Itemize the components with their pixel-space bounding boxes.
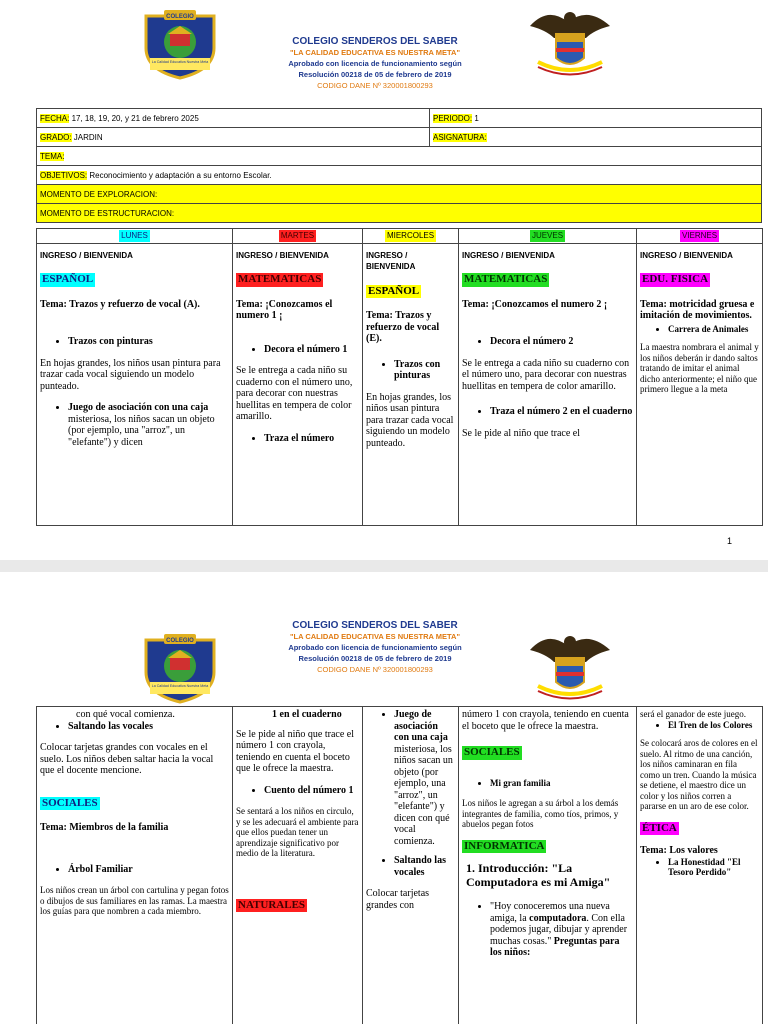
- page-header: [0, 620, 768, 704]
- page-header: [0, 0, 768, 90]
- subject-badge: NATURALES: [238, 898, 306, 911]
- fecha-cell: FECHA: 17, 18, 19, 20, y 21 de febrero 2025: [37, 109, 430, 128]
- colombia-coat-of-arms: [528, 4, 612, 78]
- header-text: COLEGIO SENDEROS DEL SABER "LA CALIDAD EDUCATIVA ES NUESTRA META" Aprobado con licencia de funcionamiento según Resolución 00218 de 05 de febrero de 2019 CODIGO DANE Nº 320001800293: [288, 620, 462, 674]
- miercoles-cell: INGRESO / BIENVENIDA ESPAÑOL Tema: Trazos y refuerzo de vocal (E). • Trazos con pinturas En hojas grandes, los niños usan pintura para trazar cada vocal siguiendo un modelo punteado.: [363, 243, 459, 526]
- svg-text:La Calidad Educativa Nuestra M: La Calidad Educativa Nuestra Meta: [151, 60, 209, 64]
- school-name: COLEGIO SENDEROS DEL SABER: [292, 36, 458, 47]
- day-martes: MARTES: [233, 229, 363, 244]
- asignatura-cell: ASIGNATURA:: [430, 128, 762, 147]
- page-2: [0, 572, 768, 1024]
- week-grid: [36, 228, 763, 526]
- subject-badge: SOCIALES: [42, 796, 98, 809]
- school-motto: "LA CALIDAD EDUCATIVA ES NUESTRA META": [289, 48, 461, 57]
- resolution-text: Resolución 00218 de 05 de febrero de 2019: [298, 70, 452, 79]
- day-miercoles: MIERCOLES: [363, 229, 459, 244]
- subject-badge: INFORMATICA: [464, 839, 545, 852]
- license-text: Aprobado con licencia de funcionamiento según: [288, 59, 462, 68]
- lunes-cell: con qué vocal comienza. • Saltando las vocales Colocar tarjetas grandes con vocales en el suelo. Los niños deben saltar hacia la vocal que el docente mencione. SOCIALES Tema: Miembros de la familia • Árbol Familiar Los niños crean un árbol con cartulina y pegan fotos o dibujos de sus familiares en las ramas. La maestra los guías para que nombren a cada miembro.: [37, 707, 233, 1024]
- miercoles-cell: • Juego de asociación con una caja misteriosa, los niños sacan un objeto (por ejemplo, una "arroz", un "elefante") y dicen con qué vocal comienza. • Saltando las vocales Colocar tarjetas grandes con: [363, 707, 459, 1024]
- page-number: 1: [726, 536, 732, 546]
- jueves-cell: INGRESO / BIENVENIDA MATEMATICAS Tema: ¡Conozcamos el numero 2 ¡ • Decora el número 2 Se le entrega a cada niño su cuaderno con el número uno, para decorar con nuestras huellitas en tempera de color amarillo. • Traza el número 2 en el cuaderno Se le pide al niño que trace el: [459, 243, 637, 526]
- exploracion-cell: MOMENTO DE EXPLORACION:: [37, 185, 762, 204]
- week-grid-continued: [36, 706, 763, 1024]
- periodo-cell: PERIODO: 1: [430, 109, 762, 128]
- subject-badge: ÉTICA: [642, 821, 677, 834]
- viernes-cell: INGRESO / BIENVENIDA EDU. FISICA Tema: motricidad gruesa e imitación de movimientos. • Carrera de Animales La maestra nombrara el animal y los niños deberán ir dando saltos tratando de imitar el animal dicho anteriormente; el niño que primero llegue a la meta: [637, 243, 763, 526]
- day-lunes: LUNES: [37, 229, 233, 244]
- objetivos-cell: OBJETIVOS: Reconocimiento y adaptación a su entorno Escolar.: [37, 166, 762, 185]
- header-text: [230, 36, 520, 91]
- svg-text:COLEGIO: COLEGIO: [166, 14, 194, 20]
- grado-cell: GRADO: JARDIN: [37, 128, 430, 147]
- day-jueves: JUEVES: [459, 229, 637, 244]
- subject-badge: EDU. FISICA: [642, 273, 709, 285]
- day-viernes: VIERNES: [637, 229, 763, 244]
- subject-badge: ESPAÑOL: [42, 273, 94, 285]
- martes-cell: 1 en el cuaderno Se le pide al niño que trace el número 1 con crayola, teniendo en cuenta el boceto que le ofrece la maestra. • Cuento del número 1 Se sentará a los niños en circulo, y se les adecuará el ambiente para que ellos puedan tener un aprendizaje significativo por medio de la literatura. NATURALES: [233, 707, 363, 1024]
- viernes-cell: será el ganador de este juego. • El Tren de los Colores Se colocará aros de colores en el suelo. Al ritmo de una canción, los niños caminaran en fila como un tren. Cuando la música se detiene, el maestro dice un color y los niños corren a pararse en un aro de ese color. ÉTICA Tema: Los valores • La Honestidad "El Tesoro Perdido": [637, 707, 763, 1024]
- tema-cell: TEMA:: [37, 147, 762, 166]
- colombia-coat-of-arms: [528, 628, 612, 702]
- subject-badge: SOCIALES: [464, 746, 520, 758]
- info-table: [36, 108, 762, 223]
- subject-badge: ESPAÑOL: [368, 284, 420, 297]
- jueves-cell: número 1 con crayola, teniendo en cuenta el boceto que le ofrece la maestra. SOCIALES • Mi gran familia Los niños le agregan a su árbol a los demás integrantes de familia, como tíos, primos, y abuelos pegan fotos INFORMATICA 1. Introducción: "La Computadora es mi Amiga" • "Hoy conoceremos una nueva amiga, la computadora. Con ella podemos jugar, dibujar y aprender muchas cosas." Preguntas para los niños:: [459, 707, 637, 1024]
- dane-code: CODIGO DANE Nº 320001800293: [317, 81, 433, 90]
- martes-cell: INGRESO / BIENVENIDA MATEMATICAS Tema: ¡Conozcamos el numero 1 ¡ • Decora el número 1 Se le entrega a cada niño su cuaderno con el número uno, para decorar con nuestras huellitas en tempera de color amarillo. • Traza el número: [233, 243, 363, 526]
- subject-badge: MATEMATICAS: [464, 273, 548, 285]
- estructuracion-cell: MOMENTO DE ESTRUCTURACION:: [37, 204, 762, 223]
- svg-text:La Calidad Educativa Nuestra M: La Calidad Educativa Nuestra Meta: [151, 684, 209, 688]
- school-crest-logo: [140, 632, 220, 704]
- lunes-cell: INGRESO / BIENVENIDA ESPAÑOL Tema: Trazos y refuerzo de vocal (A). • Trazos con pinturas En hojas grandes, los niños usan pintura para trazar cada vocal siguiendo un modelo punteado. • Juego de asociación con una caja misteriosa, los niños sacan un objeto (por ejemplo, una "arroz", un "elefante") y dicen: [37, 243, 233, 526]
- school-crest-logo: [140, 8, 220, 80]
- svg-text:COLEGIO: COLEGIO: [166, 638, 194, 644]
- subject-badge: MATEMATICAS: [238, 273, 322, 285]
